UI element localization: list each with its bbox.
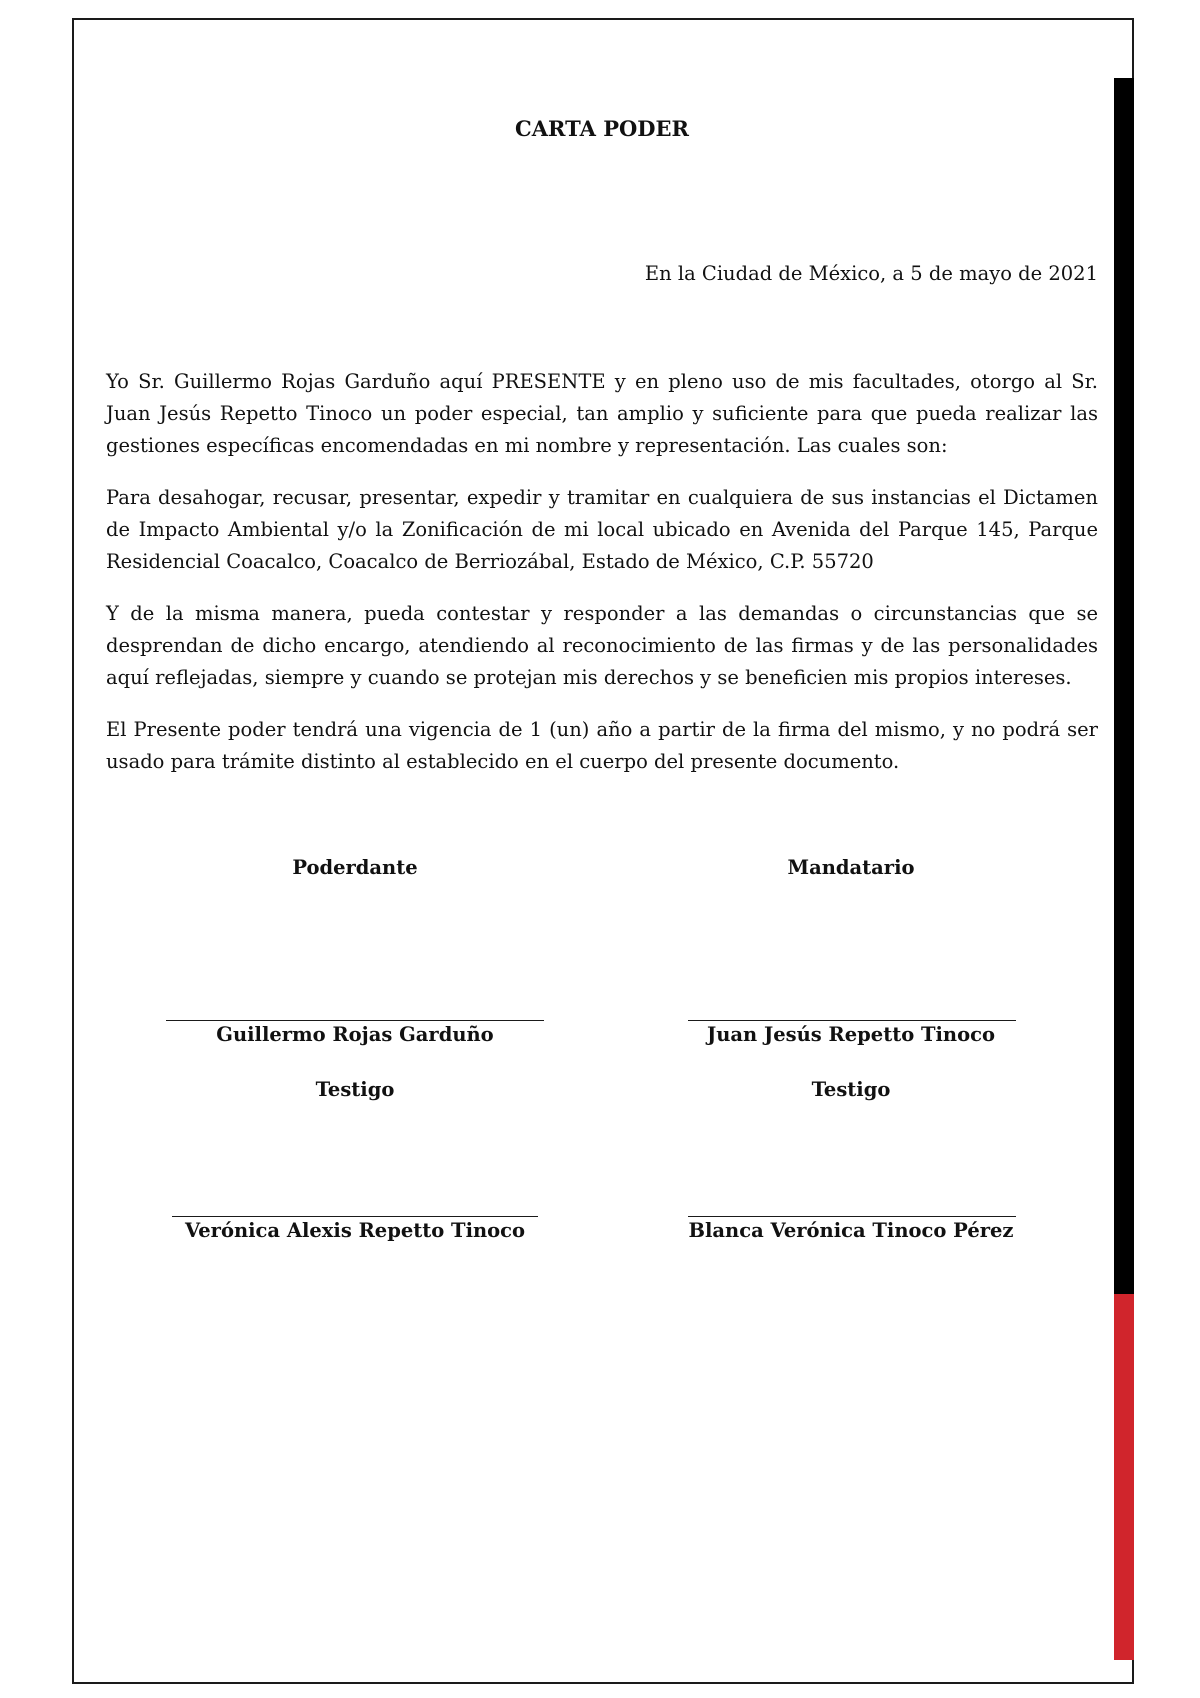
witness-left-heading: Testigo — [315, 1078, 395, 1101]
document-title: CARTA PODER — [515, 116, 689, 141]
side-bar-red — [1114, 1294, 1134, 1660]
date-line: En la Ciudad de México, a 5 de mayo de 2021 — [644, 262, 1098, 285]
paragraph-scope: Y de la misma manera, pueda contestar y responder a las demandas o circunstancias que se desprendan de dicho encargo, atendiendo al reconocimiento de las firmas y de las personalidades aquí reflejadas, siempre y cuando se protejan mis derechos y se beneficien mis propios intereses. — [106, 602, 1098, 689]
witness-left-name: Verónica Alexis Repetto Tinoco — [184, 1219, 526, 1242]
agent-name: Juan Jesús Repetto Tinoco — [706, 1023, 995, 1046]
document-body — [106, 366, 1098, 798]
paragraph-purpose: Para desahogar, recusar, presentar, expedir y tramitar en cualquiera de sus instancias el Dictamen de Impacto Ambiental y/o la Zonificación de mi local ubicado en Avenida del Parque 145, Parque Residencial Coacalco, Coacalco de Berriozábal, Estado de México, C.P. 55720 — [106, 486, 1098, 573]
witness-right-name: Blanca Verónica Tinoco Pérez — [688, 1219, 1014, 1242]
witness-right-heading: Testigo — [811, 1078, 891, 1101]
witness-left-signature-line — [172, 1216, 538, 1217]
grantor-name: Guillermo Rojas Garduño — [216, 1023, 494, 1046]
grantor-signature-line — [166, 1020, 544, 1021]
side-bar-black — [1114, 78, 1134, 1294]
grantor-heading: Poderdante — [292, 856, 418, 879]
paragraph-validity: El Presente poder tendrá una vigencia de 1 (un) año a partir de la firma del mismo, y no podrá ser usado para trámite distinto al establecido en el cuerpo del presente documento. — [106, 718, 1098, 773]
agent-heading: Mandatario — [787, 856, 915, 879]
witness-right-signature-line — [688, 1216, 1016, 1217]
agent-signature-line — [688, 1020, 1016, 1021]
paragraph-grant: Yo Sr. Guillermo Rojas Garduño aquí PRESENTE y en pleno uso de mis facultades, otorgo al Sr. Juan Jesús Repetto Tinoco un poder especial, tan amplio y suficiente para que pueda realizar las gestiones específicas encomendadas en mi nombre y representación. Las cuales son: — [106, 370, 1098, 457]
